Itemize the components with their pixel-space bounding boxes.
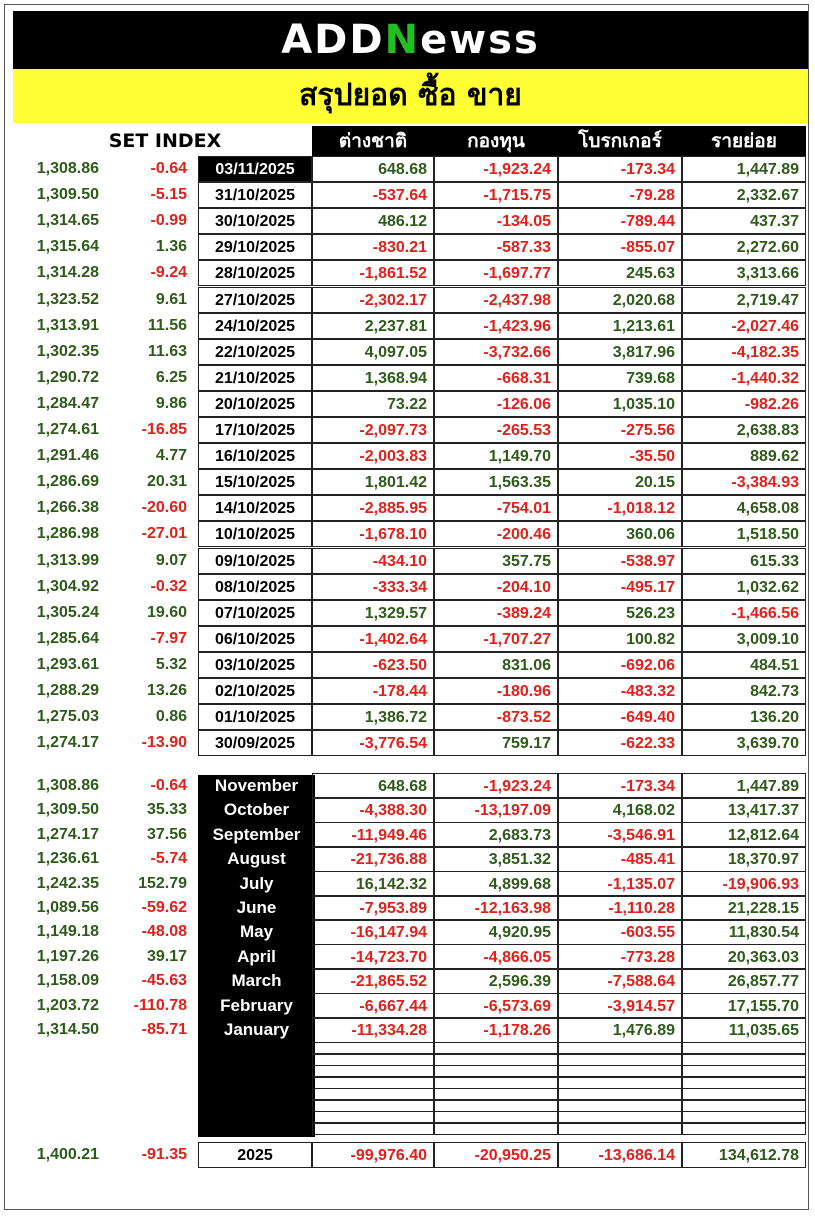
- brand-logo-part2: ewss: [420, 17, 540, 63]
- index-value: 1,285.64: [36, 629, 99, 647]
- month-label: February: [220, 995, 293, 1015]
- empty-cell: [682, 1054, 806, 1066]
- index-change: 152.79: [138, 874, 187, 892]
- net-value-cell: -1,861.52: [312, 260, 434, 286]
- empty-cell: [312, 1042, 434, 1054]
- net-value-cell: 12,812.64: [682, 822, 806, 848]
- index-value: 1,286.69: [36, 473, 99, 491]
- net-value-cell: -495.17: [558, 574, 682, 600]
- total-value-cell: -13,686.14: [558, 1142, 682, 1168]
- net-value-cell: 2,596.39: [434, 968, 558, 994]
- net-value-cell: 1,368.94: [312, 365, 434, 391]
- trade-date: 31/10/2025: [198, 182, 312, 208]
- empty-cell: [558, 1088, 682, 1100]
- trade-date: 06/10/2025: [198, 626, 312, 652]
- net-value-cell: -3,914.57: [558, 993, 682, 1019]
- empty-cell: [682, 1077, 806, 1089]
- index-change: -59.62: [141, 899, 187, 916]
- trade-date: 27/10/2025: [198, 287, 312, 313]
- index-value: 1,323.52: [36, 290, 99, 308]
- trade-date: 30/10/2025: [198, 208, 312, 234]
- empty-cell: [434, 1077, 558, 1089]
- index-value: 1,314.65: [36, 212, 99, 230]
- net-value-cell: -538.97: [558, 548, 682, 574]
- net-value-cell: -873.52: [434, 704, 558, 730]
- column-header-broker: โบรกเกอร์: [558, 126, 682, 156]
- trade-date: 20/10/2025: [198, 391, 312, 417]
- net-value-cell: 18,370.97: [682, 846, 806, 872]
- net-value-cell: 26,857.77: [682, 968, 806, 994]
- trade-date: 08/10/2025: [198, 574, 312, 600]
- index-value: 1,197.26: [36, 947, 99, 965]
- net-value-cell: -483.32: [558, 678, 682, 704]
- empty-cell: [312, 1100, 434, 1112]
- net-value-cell: -485.41: [558, 846, 682, 872]
- net-value-cell: -587.33: [434, 234, 558, 260]
- net-value-cell: -1,440.32: [682, 365, 806, 391]
- net-value-cell: 360.06: [558, 521, 682, 547]
- net-value-cell: -1,678.10: [312, 521, 434, 547]
- trade-date: 10/10/2025: [198, 521, 312, 547]
- net-value-cell: 1,149.70: [434, 443, 558, 469]
- brand-logo-accent: N: [384, 17, 421, 63]
- net-value-cell: 21,228.15: [682, 895, 806, 921]
- net-value-cell: 486.12: [312, 208, 434, 234]
- trade-date: 28/10/2025: [198, 260, 312, 286]
- total-value-cell: -20,950.25: [434, 1142, 558, 1168]
- net-value-cell: 2,683.73: [434, 822, 558, 848]
- net-value-cell: -623.50: [312, 652, 434, 678]
- net-value-cell: 437.37: [682, 208, 806, 234]
- net-value-cell: -1,466.56: [682, 600, 806, 626]
- net-value-cell: 17,155.70: [682, 993, 806, 1019]
- net-value-cell: -21,736.88: [312, 846, 434, 872]
- net-value-cell: 4,899.68: [434, 871, 558, 897]
- month-label: June: [236, 898, 277, 917]
- net-value-cell: 11,035.65: [682, 1017, 806, 1043]
- empty-cell: [434, 1111, 558, 1123]
- index-value: 1,236.61: [36, 850, 99, 868]
- net-value-cell: 526.23: [558, 600, 682, 626]
- net-value-cell: -200.46: [434, 521, 558, 547]
- trade-date: 21/10/2025: [198, 365, 312, 391]
- net-value-cell: 1,329.57: [312, 600, 434, 626]
- index-value: 1,302.35: [36, 342, 99, 360]
- net-value-cell: -668.31: [434, 365, 558, 391]
- net-value-cell: -204.10: [434, 574, 558, 600]
- net-value-cell: -2,027.46: [682, 313, 806, 339]
- index-change: 11.63: [147, 342, 187, 360]
- net-value-cell: -1,707.27: [434, 626, 558, 652]
- net-value-cell: -754.01: [434, 495, 558, 521]
- net-value-cell: 1,447.89: [682, 773, 806, 799]
- net-value-cell: 1,476.89: [558, 1017, 682, 1043]
- index-change: 9.07: [155, 551, 187, 569]
- index-value: 1,089.56: [36, 899, 99, 916]
- index-change: -7.97: [150, 629, 187, 647]
- net-value-cell: 1,035.10: [558, 391, 682, 417]
- index-value: 1,309.50: [36, 186, 99, 204]
- net-value-cell: 1,386.72: [312, 704, 434, 730]
- net-value-cell: -1,715.75: [434, 182, 558, 208]
- net-value-cell: -1,923.24: [434, 773, 558, 799]
- empty-cell: [434, 1088, 558, 1100]
- net-value-cell: 2,332.67: [682, 182, 806, 208]
- net-value-cell: -1,697.77: [434, 260, 558, 286]
- index-value: 1,274.17: [36, 734, 99, 752]
- net-value-cell: 357.75: [434, 548, 558, 574]
- column-header-fund: กองทุน: [434, 126, 558, 156]
- index-change: -0.64: [150, 160, 187, 177]
- net-value-cell: -1,923.24: [434, 156, 558, 182]
- index-value: 1,274.61: [36, 421, 99, 438]
- month-label: November: [214, 776, 299, 795]
- trade-date: 16/10/2025: [198, 443, 312, 469]
- index-value: 1,313.91: [36, 316, 99, 334]
- net-value-cell: 3,009.10: [682, 626, 806, 652]
- net-value-cell: -692.06: [558, 652, 682, 678]
- index-value: 1,313.99: [36, 551, 99, 569]
- net-value-cell: 648.68: [312, 156, 434, 182]
- empty-cell: [558, 1123, 682, 1135]
- empty-cell: [312, 1111, 434, 1123]
- net-value-cell: 1,518.50: [682, 521, 806, 547]
- net-value-cell: -7,588.64: [558, 968, 682, 994]
- empty-cell: [682, 1042, 806, 1054]
- index-change: -85.71: [141, 1021, 187, 1038]
- index-change: -27.01: [141, 525, 187, 543]
- index-value: 1,275.03: [36, 708, 99, 726]
- net-value-cell: -126.06: [434, 391, 558, 417]
- index-value: 1,304.92: [36, 577, 99, 595]
- index-change: -0.64: [150, 777, 187, 794]
- empty-cell: [682, 1111, 806, 1123]
- net-value-cell: -4,388.30: [312, 797, 434, 823]
- index-value: 1,242.35: [36, 874, 99, 892]
- net-value-cell: -1,018.12: [558, 495, 682, 521]
- index-change: -0.32: [150, 577, 187, 595]
- net-value-cell: 4,920.95: [434, 919, 558, 945]
- net-value-cell: 615.33: [682, 548, 806, 574]
- net-value-cell: -1,402.64: [312, 626, 434, 652]
- index-value: 1,293.61: [36, 655, 99, 673]
- net-value-cell: 100.82: [558, 626, 682, 652]
- net-value-cell: -13,197.09: [434, 797, 558, 823]
- empty-cell: [558, 1054, 682, 1066]
- index-value: 1,291.46: [36, 447, 99, 465]
- net-value-cell: 136.20: [682, 704, 806, 730]
- net-value-cell: 73.22: [312, 391, 434, 417]
- net-value-cell: -35.50: [558, 443, 682, 469]
- index-change: -45.63: [141, 972, 187, 990]
- net-value-cell: -982.26: [682, 391, 806, 417]
- trade-date: 07/10/2025: [198, 600, 312, 626]
- net-value-cell: 13,417.37: [682, 797, 806, 823]
- net-value-cell: -1,110.28: [558, 895, 682, 921]
- net-value-cell: -6,667.44: [312, 993, 434, 1019]
- net-value-cell: 2,237.81: [312, 313, 434, 339]
- net-value-cell: 1,801.42: [312, 469, 434, 495]
- index-change: 9.61: [155, 290, 187, 308]
- total-index-value: 1,400.21: [36, 1146, 99, 1163]
- empty-cell: [312, 1123, 434, 1135]
- net-value-cell: 245.63: [558, 260, 682, 286]
- total-index-change: -91.35: [141, 1146, 187, 1163]
- index-value: 1,284.47: [36, 394, 99, 412]
- month-label: September: [212, 824, 301, 844]
- index-change: -5.15: [150, 186, 187, 204]
- index-change: -110.78: [133, 996, 187, 1014]
- net-value-cell: 2,638.83: [682, 417, 806, 443]
- net-value-cell: -16,147.94: [312, 919, 434, 945]
- trade-date: 03/11/2025: [198, 156, 312, 182]
- brand-logo-part1: ADD: [281, 17, 385, 63]
- net-value-cell: 4,168.02: [558, 797, 682, 823]
- trade-date: 29/10/2025: [198, 234, 312, 260]
- total-value-cell: 134,612.78: [682, 1142, 806, 1168]
- net-value-cell: -333.34: [312, 574, 434, 600]
- empty-cell: [682, 1100, 806, 1112]
- trade-date: 09/10/2025: [198, 548, 312, 574]
- trade-date: 24/10/2025: [198, 313, 312, 339]
- net-value-cell: 2,719.47: [682, 287, 806, 313]
- index-value: 1,288.29: [36, 682, 99, 699]
- net-value-cell: -603.55: [558, 919, 682, 945]
- net-value-cell: -773.28: [558, 944, 682, 970]
- month-label: May: [239, 922, 274, 942]
- total-year-label: 2025: [198, 1142, 312, 1168]
- empty-cell: [558, 1111, 682, 1123]
- index-change: 6.25: [155, 368, 187, 386]
- empty-cell: [434, 1123, 558, 1135]
- net-value-cell: -275.56: [558, 417, 682, 443]
- net-value-cell: 759.17: [434, 730, 558, 756]
- net-value-cell: -4,866.05: [434, 944, 558, 970]
- net-value-cell: -3,732.66: [434, 339, 558, 365]
- net-value-cell: 484.51: [682, 652, 806, 678]
- net-value-cell: -11,949.46: [312, 822, 434, 848]
- empty-cell: [312, 1077, 434, 1089]
- month-label: July: [239, 873, 274, 893]
- index-value: 1,315.64: [36, 238, 99, 256]
- net-value-cell: 11,830.54: [682, 919, 806, 945]
- net-value-cell: 739.68: [558, 365, 682, 391]
- index-value: 1,305.24: [36, 603, 99, 621]
- index-value: 1,158.09: [36, 972, 99, 990]
- net-value-cell: -11,334.28: [312, 1017, 434, 1043]
- net-value-cell: 4,097.05: [312, 339, 434, 365]
- trade-date: 14/10/2025: [198, 495, 312, 521]
- empty-cell: [558, 1077, 682, 1089]
- index-change: 5.32: [155, 655, 187, 673]
- index-change: -20.60: [141, 499, 187, 517]
- index-change: 37.56: [146, 825, 187, 843]
- month-label: March: [231, 971, 282, 991]
- net-value-cell: -19,906.93: [682, 871, 806, 897]
- index-value: 1,266.38: [36, 499, 99, 517]
- index-change: -9.24: [150, 264, 187, 282]
- net-value-cell: 1,563.35: [434, 469, 558, 495]
- index-value: 1,274.17: [36, 825, 99, 843]
- net-value-cell: 3,851.32: [434, 846, 558, 872]
- index-value: 1,308.86: [36, 160, 99, 177]
- index-change: -48.08: [141, 923, 187, 941]
- empty-cell: [682, 1088, 806, 1100]
- index-change: 39.17: [146, 947, 187, 965]
- net-value-cell: -789.44: [558, 208, 682, 234]
- net-value-cell: -3,384.93: [682, 469, 806, 495]
- index-change: 4.77: [155, 447, 187, 465]
- empty-cell: [312, 1054, 434, 1066]
- net-value-cell: -830.21: [312, 234, 434, 260]
- net-value-cell: 1,032.62: [682, 574, 806, 600]
- net-value-cell: -1,135.07: [558, 871, 682, 897]
- index-change: 13.26: [146, 682, 187, 699]
- net-value-cell: -173.34: [558, 773, 682, 799]
- net-value-cell: 2,272.60: [682, 234, 806, 260]
- net-value-cell: 3,639.70: [682, 730, 806, 756]
- index-change: -0.99: [150, 212, 187, 230]
- empty-cell: [312, 1088, 434, 1100]
- index-change: -16.85: [141, 421, 187, 438]
- index-value: 1,308.86: [36, 777, 99, 794]
- net-value-cell: -79.28: [558, 182, 682, 208]
- net-value-cell: -1,423.96: [434, 313, 558, 339]
- net-value-cell: -7,953.89: [312, 895, 434, 921]
- net-value-cell: 3,817.96: [558, 339, 682, 365]
- trade-date: 30/09/2025: [198, 730, 312, 756]
- net-value-cell: -14,723.70: [312, 944, 434, 970]
- index-value: 1,290.72: [36, 368, 99, 386]
- net-value-cell: -1,178.26: [434, 1017, 558, 1043]
- net-value-cell: -180.96: [434, 678, 558, 704]
- net-value-cell: -2,003.83: [312, 443, 434, 469]
- index-change: -13.90: [141, 734, 187, 752]
- set-index-header: SET INDEX: [108, 130, 222, 152]
- net-value-cell: -178.44: [312, 678, 434, 704]
- empty-cell: [558, 1100, 682, 1112]
- summary-sheet: [4, 4, 809, 1210]
- net-value-cell: -134.05: [434, 208, 558, 234]
- index-change: 19.60: [146, 603, 187, 621]
- index-change: 11.56: [147, 316, 187, 334]
- net-value-cell: -2,885.95: [312, 495, 434, 521]
- net-value-cell: -3,546.91: [558, 822, 682, 848]
- index-value: 1,309.50: [36, 801, 99, 819]
- net-value-cell: -622.33: [558, 730, 682, 756]
- total-value-cell: -99,976.40: [312, 1142, 434, 1168]
- index-value: 1,314.28: [36, 264, 99, 282]
- month-label: October: [223, 800, 290, 820]
- index-change: 35.33: [146, 801, 187, 819]
- index-change: 20.31: [146, 473, 187, 491]
- trade-date: 17/10/2025: [198, 417, 312, 443]
- trade-date: 22/10/2025: [198, 339, 312, 365]
- page-title: สรุปยอด ซื้อ ขาย: [13, 69, 808, 123]
- index-change: 9.86: [155, 394, 187, 412]
- empty-cell: [434, 1065, 558, 1077]
- month-label: January: [223, 1020, 290, 1039]
- net-value-cell: -4,182.35: [682, 339, 806, 365]
- empty-cell: [682, 1065, 806, 1077]
- net-value-cell: -21,865.52: [312, 968, 434, 994]
- net-value-cell: 16,142.32: [312, 871, 434, 897]
- empty-cell: [682, 1123, 806, 1135]
- net-value-cell: 20,363.03: [682, 944, 806, 970]
- net-value-cell: -649.40: [558, 704, 682, 730]
- column-header-retail: รายย่อย: [682, 126, 806, 156]
- index-value: 1,286.98: [36, 525, 99, 543]
- trade-date: 02/10/2025: [198, 678, 312, 704]
- net-value-cell: 1,213.61: [558, 313, 682, 339]
- index-change: -5.74: [150, 850, 187, 868]
- net-value-cell: 2,020.68: [558, 287, 682, 313]
- trade-date: 03/10/2025: [198, 652, 312, 678]
- month-label: August: [227, 849, 286, 869]
- empty-cell: [558, 1042, 682, 1054]
- net-value-cell: 648.68: [312, 773, 434, 799]
- empty-cell: [558, 1065, 682, 1077]
- net-value-cell: 831.06: [434, 652, 558, 678]
- index-value: 1,314.50: [36, 1021, 99, 1038]
- net-value-cell: 3,313.66: [682, 260, 806, 286]
- empty-cell: [434, 1042, 558, 1054]
- net-value-cell: -434.10: [312, 548, 434, 574]
- net-value-cell: 842.73: [682, 678, 806, 704]
- net-value-cell: -3,776.54: [312, 730, 434, 756]
- net-value-cell: 889.62: [682, 443, 806, 469]
- index-change: 1.36: [155, 238, 187, 256]
- net-value-cell: 20.15: [558, 469, 682, 495]
- net-value-cell: -265.53: [434, 417, 558, 443]
- net-value-cell: 4,658.08: [682, 495, 806, 521]
- net-value-cell: -173.34: [558, 156, 682, 182]
- net-value-cell: -2,097.73: [312, 417, 434, 443]
- net-value-cell: -6,573.69: [434, 993, 558, 1019]
- empty-cell: [434, 1100, 558, 1112]
- trade-date: 15/10/2025: [198, 469, 312, 495]
- index-change: 0.86: [155, 708, 187, 726]
- column-header-foreign: ต่างชาติ: [312, 126, 434, 156]
- net-value-cell: -537.64: [312, 182, 434, 208]
- empty-cell: [434, 1054, 558, 1066]
- net-value-cell: -12,163.98: [434, 895, 558, 921]
- brand-banner: [13, 11, 808, 69]
- net-value-cell: -855.07: [558, 234, 682, 260]
- index-value: 1,149.18: [36, 923, 99, 941]
- index-value: 1,203.72: [36, 996, 99, 1014]
- trade-date: 01/10/2025: [198, 704, 312, 730]
- net-value-cell: 1,447.89: [682, 156, 806, 182]
- month-label: April: [237, 946, 276, 966]
- net-value-cell: -2,437.98: [434, 287, 558, 313]
- empty-cell: [312, 1065, 434, 1077]
- net-value-cell: -389.24: [434, 600, 558, 626]
- net-value-cell: -2,302.17: [312, 287, 434, 313]
